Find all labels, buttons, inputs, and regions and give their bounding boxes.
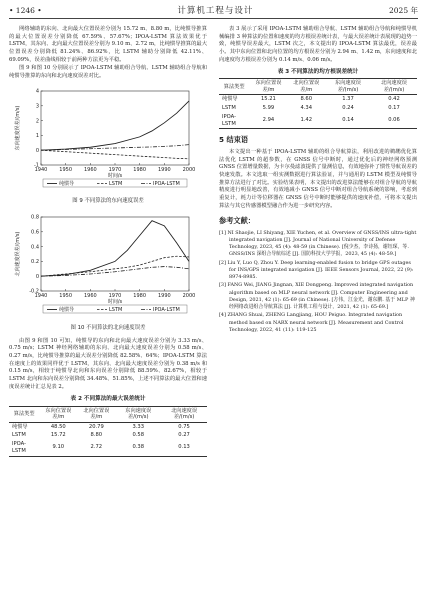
fig10-caption: 图 10 不同算法的北向速度误差	[70, 324, 146, 331]
table-row	[9, 431, 207, 440]
x-tick-label: 1980	[133, 166, 147, 173]
x-axis-label: 时间/s	[107, 299, 123, 306]
table-header: 东向速度误差/(m/s)	[115, 406, 161, 422]
x-tick-label: 1960	[83, 166, 97, 173]
table-cell: 2.72	[90, 444, 103, 451]
table-cell: 0.17	[388, 105, 400, 112]
page-header	[9, 4, 418, 19]
y-axis-label: 东向速度误差/(m/s)	[15, 105, 21, 151]
x-tick-label: 1980	[133, 293, 147, 300]
table-row	[9, 440, 207, 456]
paragraph: 本文提出一种基于 IPOA-LSTM 辅助的组合导航算法，利用改进的鹈鹕优化算法优化 LSTM 的超参数，在 GNSS 信号中断时，通过优化后的神经网络预测 GNSS 位置增量数据，为卡尔曼滤波提供了量测信息，有效地弥补了惯性导航误差的快速发散。本文选取一组实测数据进行算法验证，并与通用的 LSTM 模型及纯惯导推算方法进行了对比。实验结果表明，本文提出的改进算法能够在对组合导航的导航精度进行明显地改善，有效地减小 GNSS 信号中断对组合导航系统的影响，考虑到重复计，耗力计等位移器在 GNSS 信号中断时能够提供的速度补偿，可将本文提出算法与其它传感器模型融合作为进一步研究内容。	[219, 148, 417, 209]
series-line-1	[41, 150, 189, 159]
table-cell: LSTM	[12, 432, 26, 439]
paragraph: 表 3 展示了采用 IPOA-LSTM 辅助组合导航、LSTM 辅助组合导航和纯惯导机械编排 3 种算法的位置和速度的均方根误差统计表，与最大误差统计表展现的趋势一致，纯惯导误差最大，LSTM 次之，本文提出的 IPOA-LSTM 算法最优，误差最小。其中东向位置和北向位置的均方根误差分别为 2.94 m、1.42 m，东向速度和北向速度均方根误差分别为 0.14 m/s、0.06 m/s。	[219, 26, 417, 63]
x-tick-label: 1990	[157, 293, 171, 300]
table-cell: 0.58	[132, 432, 145, 439]
table-header: 算法类型	[9, 406, 39, 422]
table-cell: 0.13	[178, 444, 190, 451]
x-tick-label: 1970	[108, 166, 122, 173]
table-cell: 1.37	[342, 96, 354, 103]
journal-name: 计算机工程与设计	[177, 5, 254, 16]
table-cell: 4.34	[300, 105, 313, 112]
series-line-0	[41, 101, 189, 150]
y-tick-label: 1	[35, 132, 39, 139]
table-cell: 0.75	[178, 423, 190, 430]
paragraph: 网络辅助的东向、北向最大位置误差分别为 15.72 m、8.80 m，比纯惯导推算的最大位置误差分别降低 67.59%、57.67%；IPOA-LSTM 算法效果优于 LSTM，其东向、北向最大位置误差分别为 9.10 m、2.72 m，比纯惯导推算的最大位置误差分别降低 81.24%、86.92%，比 LSTM 辅助分别降低 42.11%、69.09%，误差曲线相较于前两种方法更为平稳。	[9, 26, 207, 63]
table-header: 北向位置误差/m	[288, 79, 325, 95]
fig9-chart	[9, 85, 207, 193]
fig9-caption: 图 9 不同算法的东向速度误差	[72, 198, 144, 205]
table-header: 北向速度误差/(m/s)	[161, 406, 207, 422]
table-cell: 15.72	[50, 432, 66, 439]
y-tick-label: 0	[35, 274, 39, 281]
table-header: 北向位置误差/m	[77, 406, 115, 422]
reference-item: [4] ZHANG Shuai, ZHENG Langjiang, HOU Peiguo. Integrated navigation method based on NARX neural network [J]. Measurement and Control Technology, 2022, 41 (11): 119-125	[219, 312, 404, 333]
left-column	[9, 26, 207, 457]
series-line-2	[41, 144, 189, 150]
table-cell: 20.79	[88, 423, 104, 430]
table-cell: 0.06	[388, 117, 400, 124]
table-cell: IPOA-LSTM	[12, 441, 26, 454]
legend-label: 纯惯导	[59, 307, 75, 314]
x-axis-label: 时间/s	[107, 172, 123, 179]
table2	[9, 406, 207, 457]
table-cell: 0.24	[342, 105, 354, 112]
series-line-1	[41, 256, 189, 276]
table-cell: 0.27	[178, 432, 190, 439]
table2-caption: 表 2 不同算法的最大误差统计	[70, 396, 146, 403]
paragraph: 由图 9 和图 10 可知，纯惯导的东向和北向最大速度误差分别为 3.33 m/s、0.75 m/s；LSTM 神经网络辅助的东向、北向最大速度误差分别为 0.58 m/s、0.27 m/s，比纯惯导推算的最大误差分别降低 82.58%、64%；IPOA-LSTM 算法在速度上的效果同样优于 LSTM，其东向、北向最大速度误差分别为 0.38 m/s 和 0.15 m/s，相较于纯惯导北向和东向误差分别降低 88.59%、82.67%，相较于 LSTM 北向和东向误差分别降低 34.48%、51.85%，上述不同算法的最大位置和速度误差统计汇总见表 2。	[9, 337, 207, 390]
table-cell: 0.42	[388, 96, 400, 103]
table-cell: 2.94	[262, 117, 275, 124]
table-row	[219, 95, 417, 104]
reference-item: [1] NI Shaojie, LI Shiyang, XIE Yuchen, et al. Overview of GNSS/INS ultra-tight integrated navigation [J]. Journal of National University of Defense Technology, 2023, 45 (4): 48-59 (in Chinese). [倪少杰，李诗扬，谢钰琛，等. GNSS/INS 深组合导航综述 [J]. 国防科技大学学报，2023, 45 (4): 48-59.]	[219, 229, 417, 258]
table-cell: LSTM	[222, 105, 236, 112]
table-cell: 8.80	[90, 432, 103, 439]
legend-label: LSTM	[109, 180, 123, 187]
x-tick-label: 1950	[59, 293, 73, 300]
table-header: 算法类型	[219, 79, 249, 95]
table-cell: 1.42	[300, 117, 313, 124]
table-row	[219, 113, 417, 129]
y-tick-label: 0.8	[31, 214, 39, 221]
table-cell: 0.38	[132, 444, 145, 451]
reference-item: [3] FANG Wei, JIANG Jingnan, XIE Dongpeng. Improved integrated navigation algorithm based on MLP neural network [J]. Computer Engineering and Design, 2021, 42 (1): 65-69 (in Chinese). [方伟，江金光，谢东鹏. 基于 MLP 神经网络改进组合导航算法 [J]. 计算机工程与设计，2021, 42 (1): 65-69.]	[219, 282, 415, 310]
references-title: 参考文献：	[219, 216, 255, 226]
y-axis-label: 北向速度误差/(m/s)	[15, 231, 21, 277]
x-tick-label: 1940	[34, 293, 48, 300]
fig10-chart	[9, 211, 207, 319]
series-line-0	[41, 221, 189, 277]
table-row	[219, 104, 417, 113]
table-row	[9, 422, 207, 431]
y-tick-label: 0.4	[31, 244, 39, 251]
plot-frame	[41, 91, 189, 165]
legend-label: LSTM	[109, 307, 123, 314]
table-cell: 5.99	[262, 105, 275, 112]
x-tick-label: 1990	[157, 166, 171, 173]
x-tick-label: 2000	[182, 293, 196, 300]
legend-label: 纯惯导	[59, 180, 75, 187]
figure-10	[9, 211, 207, 333]
table3-caption: 表 3 不同算法的均方根误差统计	[277, 69, 359, 76]
x-tick-label: 1960	[83, 293, 97, 300]
paragraph: 图 9 和图 10 分别展示了 IPOA-LSTM 辅助组合导航、LSTM 辅助组合导航和纯惯导推算的东向和北向速度误差对比。	[9, 65, 207, 80]
year: 2025 年	[389, 5, 418, 15]
table-header: 东向位置误差/m	[249, 79, 287, 95]
x-tick-label: 1970	[108, 293, 122, 300]
table-cell: 8.60	[300, 96, 313, 103]
y-tick-label: 2	[35, 118, 39, 125]
plot-frame	[41, 217, 189, 291]
table-cell: 3.33	[132, 423, 145, 430]
y-tick-label: 3	[35, 103, 39, 110]
legend-label: IPOA-LSTM	[153, 307, 180, 314]
figure-9	[9, 85, 207, 207]
table-cell: 纯惯导	[222, 96, 238, 103]
table-cell: 纯惯导	[12, 423, 28, 430]
table-cell: 48.50	[50, 423, 66, 430]
right-column	[219, 26, 417, 335]
y-tick-label: 0.2	[31, 259, 39, 266]
y-tick-label: -0.2	[29, 288, 39, 295]
table3	[219, 78, 417, 129]
section-title: 5 结束语	[219, 135, 249, 145]
table-cell: 9.10	[52, 444, 65, 451]
y-tick-label: 0.6	[31, 229, 39, 236]
table-header: 东向位置误差/m	[39, 406, 77, 422]
table-cell: 15.21	[261, 96, 276, 103]
legend-label: IPOA-LSTM	[153, 180, 180, 187]
x-tick-label: 1940	[34, 166, 48, 173]
x-tick-label: 1950	[59, 166, 73, 173]
y-tick-label: 4	[35, 88, 39, 95]
x-tick-label: 2000	[182, 166, 196, 173]
page-number: • 1246 •	[9, 5, 42, 15]
table-cell: IPOA-LSTM	[222, 113, 236, 127]
y-tick-label: -1	[34, 162, 39, 169]
table-header: 东向速度误差/(m/s)	[325, 79, 371, 95]
y-tick-label: 0	[35, 147, 39, 154]
reference-item: [2] Liu Y, Luo Q, Zhou Y. Deep learning-enabled fusion to bridge GPS outages for INS/GPS integrated navigation [J]. IEEE Sensors Journal, 2022, 22 (9): 8974-8985.	[219, 259, 414, 280]
table-header: 北向速度误差/(m/s)	[371, 79, 417, 95]
table-cell: 0.14	[342, 117, 354, 124]
